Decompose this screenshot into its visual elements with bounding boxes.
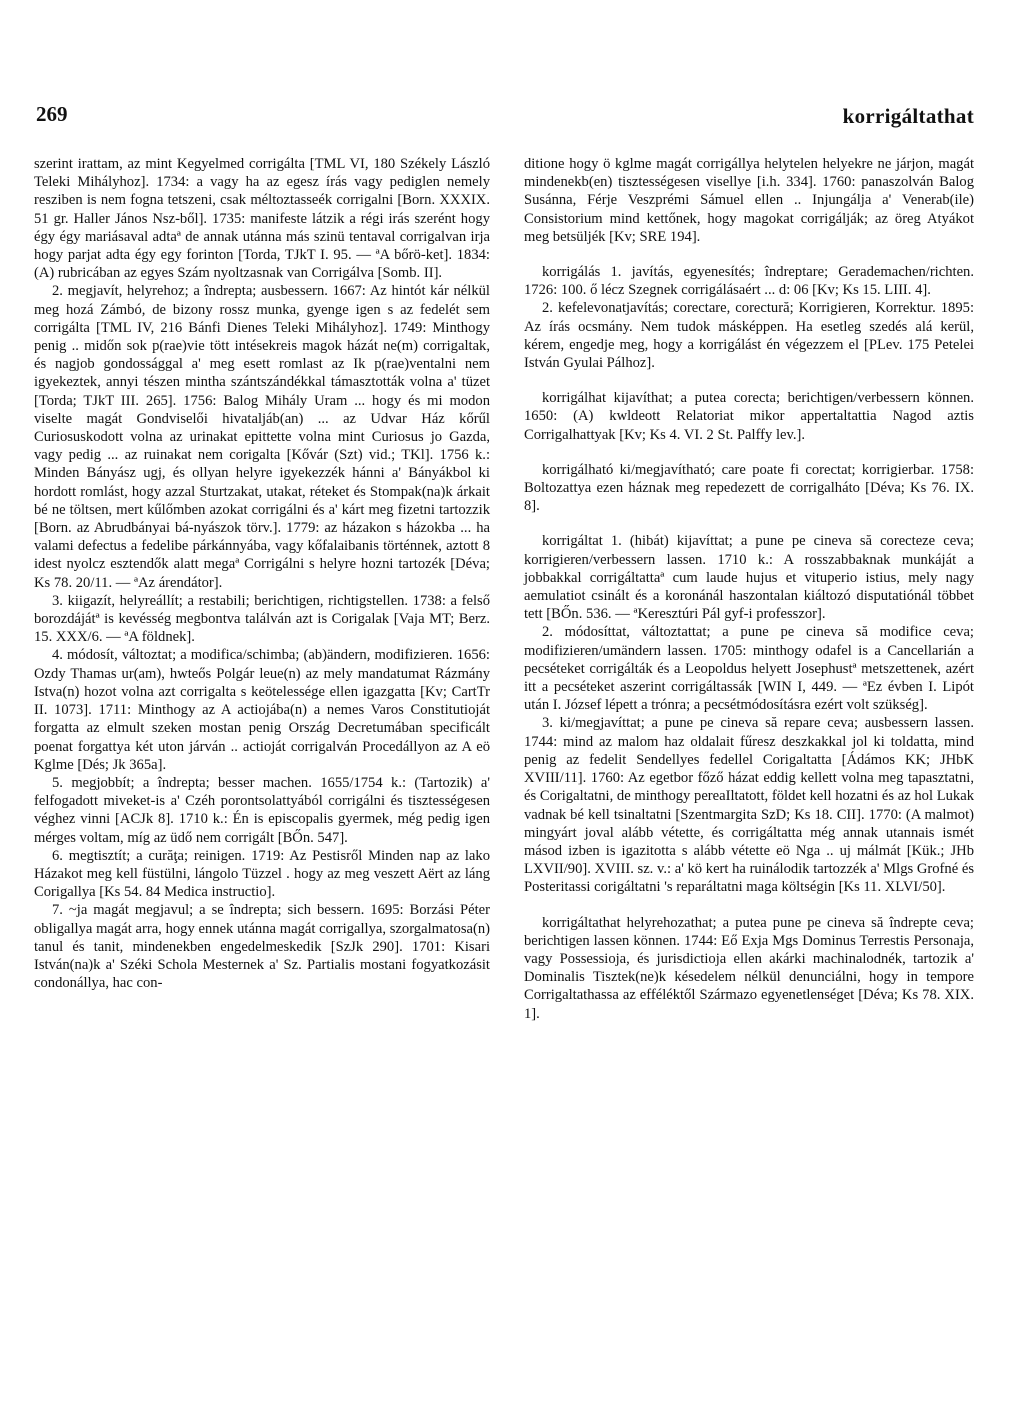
entry-paragraph: korrigálhat kijavíthat; a putea corecta; berichtigen/verbessern können. 1650: (A) kwldeott Relatoriat mikor appertaltattia Nagod aztis Corrigalhattyak [Kv; Ks 4. VI. 2 St. Palffy lev.].	[524, 390, 974, 443]
entry-paragraph: korrigálható ki/megjavítható; care poate fi corectat; korrigierbar. 1758: Boltozattya ezen háznak meg repedezett de corrigalháto [Déva; Ks 76. IX. 8].	[524, 461, 974, 515]
entry-paragraph: 7. ~ja magát megjavul; a se îndrepta; sich bessern. 1695: Borzási Péter obligallya magát arra, hogy ennek utánna magát corrigallya, szorgalmatosa(n) tanul és tanit, mindenekben engedelmeskedik [SzJk 290]. 1701: Kisari István(na)k a' Széki Schola Mesternek a' Sz. Partialis mostani fogyatkozásit condonállya, hac con-	[34, 902, 490, 992]
entry-paragraph: 2. megjavít, helyrehoz; a îndrepta; ausbessern. 1667: Az hintót kár nélkül meg hozá Zámbó, de bizony rossz munka, gyenge igen s az fedelét sem corrigálta [TML IV, 216 Bánfi Dienes Teleki Mihályhoz]. 1749: Minthogy penig .. midőn sok p(rae)vie tött intésekreis magok házát ne(m) corrigaltak, és nagjob gondossággal a' meg esett romlast az Ik p(rae)ventalni nem igyekeztek, annyi tészen mintha szántszándékkal támasztották volna a' tüzet [Torda; TJkT III. 265]. 1756: Balog Mihály Uram ... hogy és mi modon viselte magát Gondviselői hivataljáb(an) ... az Udvar Ház kőrűl Curiosuskodott volna az urinakat epittette volna mint Curiosus jo Gazda, vagy pedig ... az ruinakat nem corigalta [Kővár (Szt) vid.; TKl]. 1756 k.: Minden Bányász ugj, és ollyan helyre igyekezzék hánni a' Bányákbol ki hordott romlást, hogy azzal Sturtzakat, utakat, réteket és Stompak(na)k árkait bé ne töltsen, mert kűlőmben azokat corrigálni és a' kárt meg fizetni tartozzik [Born. az Abrudbányai bá-nyászok törv.]. 1779: az házakon s házokba ... ha valami defectus a fedelibe párkánnyába, vagy kőfalaibanis történnek, aztott 8 idest nyolcz esztendők alatt megaª Corrigálni s helyre hozni tartozék [Déva; Ks 78. 20/11. — ªAz árendátor].	[34, 283, 490, 591]
left-column	[34, 155, 490, 992]
entry-paragraph: 2. módosíttat, változtattat; a pune pe cineva să modifice ceva; modifizieren/umändern lassen. 1705: minthogy odafel is a Cancellarián a pecséteket corrigálták és a Leopoldus helyett Josephustª metszettenek, azért itt a pecséteket aszerint corrigáltassák [WIN I, 449. — ªEz évben I. Lipót után I. József lépett a trónra; a pecsétmódosításra ezért volt szükség].	[524, 624, 974, 714]
entry-paragraph: ditione hogy ö kglme magát corrigállya helytelen helyekre ne járjon, magát mindenekb(en) tisztességesen visellye [i.h. 334]. 1760: panaszolván Balog Susánna, Férje Veszprémi Sámuel ellen .. Injungálja a' Venerab(ile) Consistorium mind kettőnek, hogy magokat corrigálják; az öreg Atyákot meg betsüljék [Kv; SRE 194].	[524, 156, 974, 245]
entry-paragraph: szerint irattam, az mint Kegyelmed corrigálta [TML VI, 180 Székely László Teleki Mihályhoz]. 1734: a vagy ha az egesz írás vagy pediglen nemely resziben is nem fogna tetszeni, csak méltoztasseék corrigalni [Born. XXXIX. 51 gr. Haller János Nsz-ből]. 1735: manifeste látzik a régi irás szerént hogy égy égy mariásaval adtaª de annak utánna más szinü tentaval corrigalvan irja hogy parjat adta égy egy forinton [Torda, TJkT I. 95. — ªA bőrö-ket]. 1834: (A) rubricában az egyes Szám nyoltzasnak van Corrigálva [Somb. II].	[34, 156, 490, 282]
entry-paragraph: 2. kefelevonatjavítás; corectare, corectură; Korrigieren, Korrektur. 1895: Az írás ocsmány. Nem tudok másképpen. Ha esetleg szedés alá kerül, kérem, engedje meg, hogy a korrigálást én végezzem el [PLev. 175 Petelei István Gyulai Pálhoz].	[524, 300, 974, 372]
entry-paragraph: 4. módosít, változtat; a modifica/schimba; (ab)ändern, modifizieren. 1656: Ozdy Thamas ur(am), hwteős Polgár leue(n) az mely mandatumat Rázmány Istva(n) hozot volna azt corrigalta s keötelessége ellen igazgatta [Kv; CartTr II. 1073]. 1711: Minthogy az A actiojába(n) a nemes Varos Constitutioját forgatta az elmult szeken mostan penig Ország Decretumában specificált poenat forgattya két uton járván .. actioját corrigalván Procedállyon az A eö Kglme [Dés; Jk 365a].	[34, 647, 490, 773]
running-headword: korrigáltathat	[842, 104, 974, 128]
entry-paragraph: 6. megtisztít; a curăţa; reinigen. 1719: Az Pestisről Minden nap az lako Házakot meg kell füstülni, lángolo Tüzzel . hogy az meg veszett Aërt az láng Corigallya [Ks 54. 84 Medica instructio].	[34, 847, 490, 901]
entry-paragraph: 3. kiigazít, helyreállít; a restabili; berichtigen, richtigstellen. 1738: a felső borozdájátª is kevésség megbontva találván azt is Corigalak [Vaja MT; Berz. 15. XXX/6. — ªA földnek].	[34, 592, 490, 646]
entry-paragraph: korrigáltat 1. (hibát) kijavíttat; a pune pe cineva să corecteze ceva; korrigieren/verbessern lassen. 1710 k.: A rosszabbaknak munkáját a jobbakkal corrigáltattaª cum laude hujus et vituperio istius, mely nagy aemulatiot csinált és a koronánál haszontalan kiáltozó disputatiónál többet tett [BŐn. 536. — ªKeresztúri Pál gyf-i professzor].	[524, 533, 974, 623]
right-column	[524, 155, 974, 1023]
entry-paragraph: 5. megjobbít; a îndrepta; besser machen. 1655/1754 k.: (Tartozik) a' felfogadott miveket-is a' Czéh porontsolattyából corrigálni és tisztességesen véghez vinni [ACJk 8]. 1710 k.: Én is episcopalis gyermek, még pedig igen mérges voltam, míg az üdő nem corrigált [BŐn. 547].	[34, 774, 490, 846]
page-number: 269	[36, 102, 68, 126]
entry-paragraph: 3. ki/megjavíttat; a pune pe cineva să repare ceva; ausbessern lassen. 1744: mind az malom haz oldalait fűresz deszkakkal jol ki toldatta, mind penig az fedelit Sendellyes fedellel Corigaltatta [Ádámos KK; JHbK XVIII/11]. 1760: Az egetbor főző házat eddig kellett volna meg tapasztatni, és Corigaltatni, de minthogy pereaIltatott, földet kell hozatni és az hol Lukak vadnak bé kell tsinaltatni [Szentmargita SzD; Ks 18. CII]. 1770: (A malmot) mingyárt joval alább vétette, és corrigáltatta még annak utannais ismét másod izben is igazitotta s alább vétette eö Nga .. uj málmát [Kük.; JHb LXVII/90]. XVIII. sz. v.: a' kö kert ha ruinálodik tartozzék a' Mlgs Grofné és Posteritassi corigáltatni 's reparáltatni maga költségin [Ks 11. XLVI/50].	[524, 715, 974, 896]
entry-paragraph: korrigáltathat helyrehozathat; a putea pune pe cineva să îndrepte ceva; berichtigen lassen können. 1744: Eő Exja Mgs Dominus Terrestis Personaja, vagy Possessioja, és jurisdictioja ellen akárki machinalodnék, tartozik a' Dominalis Tisztek(ne)k késedelem nélkül denunciálni, hogy in tempore Corrigaltathassa az efféléktől Származo egyenetlenséget [Déva; Ks 78. XIX. 1].	[524, 914, 974, 1022]
entry-paragraph: korrigálás 1. javítás, egyenesítés; îndreptare; Gerademachen/richten. 1726: 100. ő lécz Szegnek corrigálásaért ... d: 06 [Kv; Ks 15. LIII. 4].	[524, 264, 974, 299]
